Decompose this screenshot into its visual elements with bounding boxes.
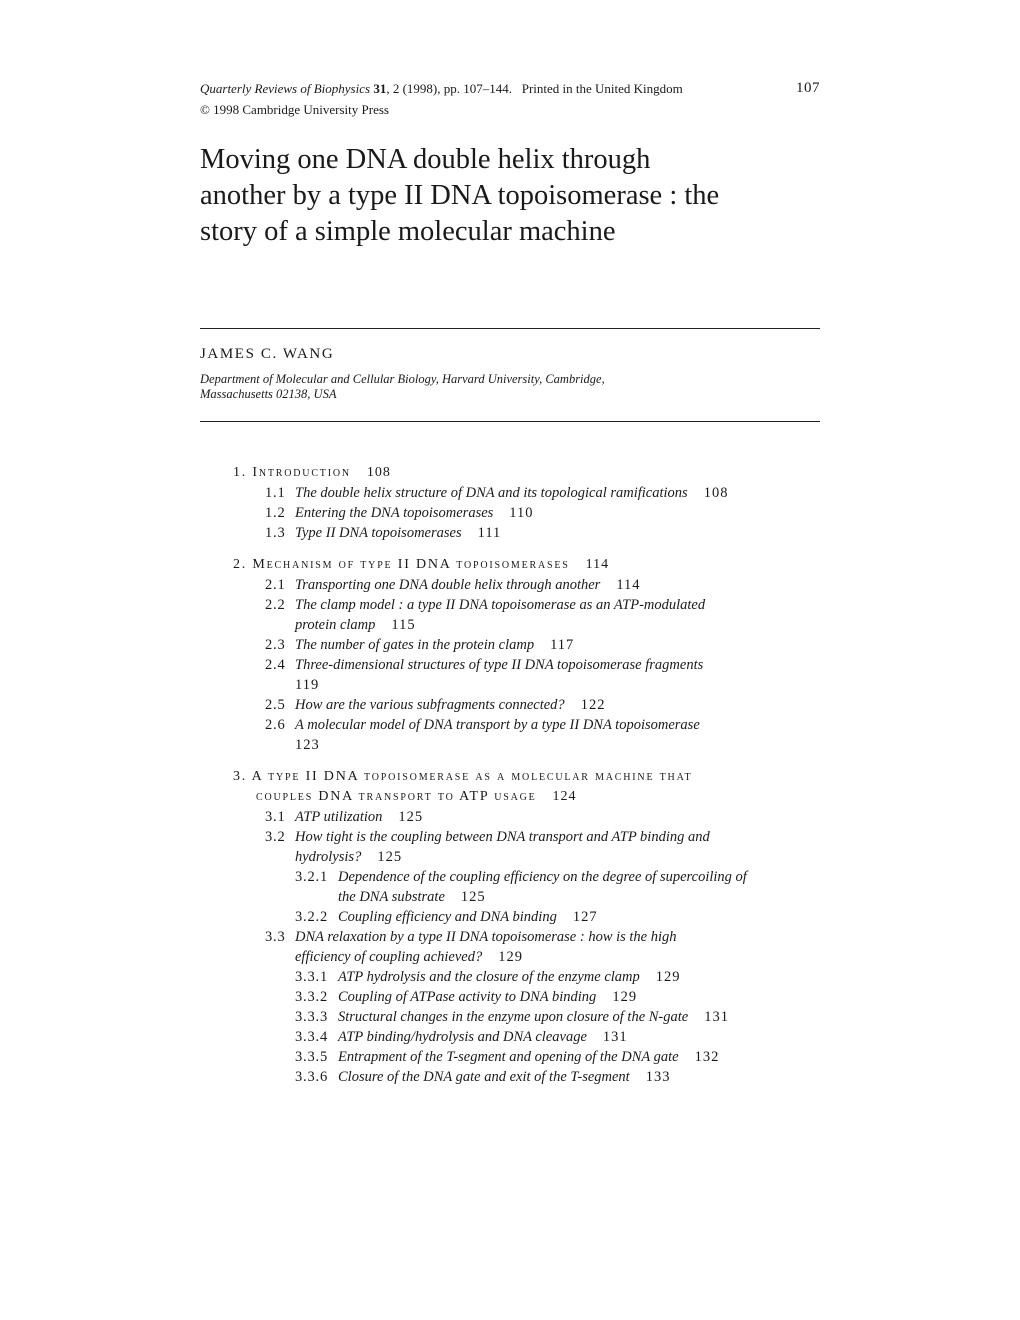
toc-entry-3-3-2 [233, 987, 833, 1007]
toc-title-continued: protein clamp [295, 617, 376, 633]
toc-title: DNA relaxation by a type II DNA topoisomerase : how is the high [295, 929, 677, 945]
citation-line [200, 80, 820, 97]
toc-page: 122 [580, 697, 606, 713]
toc-entry-3-2-2 [233, 907, 833, 927]
toc-page: 133 [645, 1069, 671, 1085]
toc-entry-2-3 [233, 635, 833, 655]
toc-number: 3.2 [265, 829, 286, 845]
toc-page: 123 [295, 737, 320, 753]
top-rule [200, 328, 820, 329]
toc-section-label: 2. Mechanism of type II DNA topoisomerases [233, 557, 570, 572]
toc-number: 3.2.1 [295, 869, 328, 885]
toc-number: 3.3.6 [295, 1069, 328, 1085]
toc-title: Entrapment of the T-segment and opening of the DNA gate [338, 1049, 679, 1065]
toc-title: ATP hydrolysis and the closure of the enzyme clamp [338, 969, 640, 985]
toc-number: 3.2.2 [295, 909, 328, 925]
toc-entry-1-2 [233, 503, 833, 523]
toc-entry-3-3-1 [233, 967, 833, 987]
toc-section-label: 1. Introduction [233, 465, 351, 480]
toc-entry-2-6 [233, 715, 833, 755]
toc-page: 131 [602, 1029, 628, 1045]
toc-entry-2-5 [233, 695, 833, 715]
toc-title: Closure of the DNA gate and exit of the T-segment [338, 1069, 630, 1085]
toc-title: The number of gates in the protein clamp [295, 637, 535, 653]
journal-name: Quarterly Reviews of Biophysics [200, 81, 371, 96]
toc-page: 124 [552, 789, 577, 804]
toc-title: ATP utilization [295, 809, 383, 825]
toc-page: 114 [585, 557, 610, 572]
toc-number: 2.5 [265, 697, 286, 713]
toc-page: 108 [703, 485, 729, 501]
toc-number: 3.3.5 [295, 1049, 328, 1065]
toc-number: 1.3 [265, 525, 286, 541]
toc-title: How tight is the coupling between DNA transport and ATP binding and [295, 829, 710, 845]
toc-title: Dependence of the coupling efficiency on the degree of supercoiling of [338, 869, 747, 885]
toc-number: 3.3.2 [295, 989, 328, 1005]
toc-page: 108 [366, 465, 391, 480]
toc-section-2 [233, 555, 833, 575]
toc-entry-3-3-5 [233, 1047, 833, 1067]
toc-title: Entering the DNA topoisomerases [295, 505, 494, 521]
toc-page: 125 [377, 849, 403, 865]
author-name: JAMES C. WANG [200, 346, 335, 362]
toc-title-continued: the DNA substrate [338, 889, 445, 905]
running-head [200, 80, 820, 118]
toc-entry-3-2 [233, 827, 833, 867]
affiliation-line: Massachusetts 02138, USA [200, 387, 337, 401]
copyright-line: © 1998 Cambridge University Press [200, 102, 389, 117]
toc-section-1 [233, 463, 833, 483]
toc-title-continued: hydrolysis? [295, 849, 362, 865]
title-line: another by a type II DNA topoisomerase : the [200, 180, 720, 211]
toc-title: The double helix structure of DNA and its topological ramifications [295, 485, 688, 501]
toc-number: 2.3 [265, 637, 286, 653]
article-title [200, 142, 840, 250]
toc-number: 2.4 [265, 657, 286, 673]
volume-number: 31 [373, 81, 387, 96]
toc-entry-2-4 [233, 655, 833, 695]
toc-page: 119 [295, 677, 320, 693]
toc-section-3-continued [233, 787, 833, 807]
toc-number: 3.1 [265, 809, 286, 825]
toc-number: 1.2 [265, 505, 286, 521]
toc-page: 111 [477, 525, 502, 541]
issue-pages: , 2 (1998), pp. 107–144. [386, 81, 512, 96]
toc-entry-3-3-6 [233, 1067, 833, 1087]
toc-page: 125 [398, 809, 424, 825]
toc-page: 131 [704, 1009, 729, 1025]
table-of-contents [233, 463, 833, 1087]
toc-title: A molecular model of DNA transport by a type II DNA topoisomerase [295, 717, 700, 733]
title-line: Moving one DNA double helix through [200, 144, 651, 175]
toc-number: 3.3.3 [295, 1009, 328, 1025]
toc-page: 125 [460, 889, 486, 905]
toc-page: 132 [694, 1049, 720, 1065]
toc-title: Transporting one DNA double helix through another [295, 577, 601, 593]
toc-page: 127 [572, 909, 598, 925]
toc-section-label-continued: couples DNA transport to ATP usage [256, 789, 537, 804]
toc-number: 1.1 [265, 485, 286, 501]
toc-title: How are the various subfragments connected? [295, 697, 565, 713]
toc-title: Coupling efficiency and DNA binding [338, 909, 557, 925]
toc-page: 129 [498, 949, 523, 965]
toc-entry-3-1 [233, 807, 833, 827]
toc-entry-2-2 [233, 595, 833, 635]
toc-title: Three-dimensional structures of type II DNA topoisomerase fragments [295, 657, 704, 673]
toc-title: Type II DNA topoisomerases [295, 525, 462, 541]
toc-page: 110 [509, 505, 534, 521]
affiliation-line: Department of Molecular and Cellular Biology, Harvard University, Cambridge, [200, 372, 605, 386]
printed-note: Printed in the United Kingdom [521, 81, 683, 96]
toc-number: 2.2 [265, 597, 286, 613]
toc-section-3 [233, 767, 833, 787]
toc-title: Coupling of ATPase activity to DNA binding [338, 989, 597, 1005]
toc-entry-3-3-4 [233, 1027, 833, 1047]
toc-entry-2-1 [233, 575, 833, 595]
toc-title-continued: efficiency of coupling achieved? [295, 949, 483, 965]
toc-page: 117 [550, 637, 575, 653]
toc-number: 3.3.4 [295, 1029, 328, 1045]
toc-number: 2.1 [265, 577, 286, 593]
toc-title: Structural changes in the enzyme upon closure of the N-gate [338, 1009, 689, 1025]
toc-entry-1-1 [233, 483, 833, 503]
toc-entry-3-2-1 [233, 867, 833, 907]
page-number: 107 [796, 80, 820, 96]
toc-page: 129 [655, 969, 681, 985]
title-line: story of a simple molecular machine [200, 216, 616, 247]
toc-section-label: 3. A type II DNA topoisomerase as a molecular machine that [233, 769, 693, 784]
toc-number: 2.6 [265, 717, 286, 733]
toc-number: 3.3 [265, 929, 286, 945]
toc-entry-3-3 [233, 927, 833, 967]
toc-entry-3-3-3 [233, 1007, 833, 1027]
bottom-rule [200, 421, 820, 422]
toc-page: 114 [616, 577, 641, 593]
toc-page: 115 [391, 617, 416, 633]
toc-number: 3.3.1 [295, 969, 328, 985]
author-affiliation [200, 372, 605, 402]
toc-title: The clamp model : a type II DNA topoisomerase as an ATP-modulated [295, 597, 706, 613]
toc-entry-1-3 [233, 523, 833, 543]
toc-page: 129 [612, 989, 638, 1005]
toc-title: ATP binding/hydrolysis and DNA cleavage [338, 1029, 587, 1045]
